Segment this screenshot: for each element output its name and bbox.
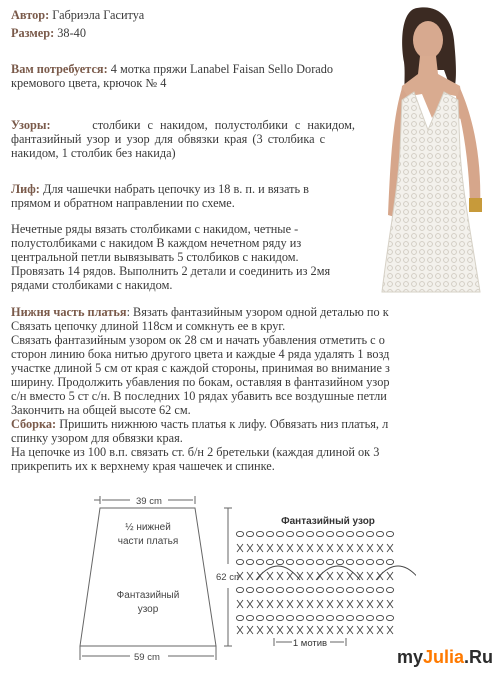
size-value: 38-40 <box>57 26 86 40</box>
chain-stitch-symbol <box>256 559 263 564</box>
chain-stitch-symbol <box>306 559 313 564</box>
bracelet-shape <box>469 198 482 212</box>
assembly-label: Сборка: <box>11 417 57 431</box>
chain-stitch-symbol <box>236 587 243 592</box>
stitch-cross-symbol <box>267 572 273 580</box>
author-name: Габриэла Гаситуа <box>52 8 145 22</box>
materials-line1: 4 мотка пряжи Lanabel Faisan Sello Dorado <box>110 62 334 76</box>
bodice-label: Лиф: <box>11 182 40 196</box>
stitch-cross-symbol <box>337 572 343 580</box>
stitch-cross-symbol <box>267 600 273 608</box>
logo-part-ru: .Ru <box>464 647 493 667</box>
chain-stitch-symbol <box>316 559 323 564</box>
chain-stitch-symbol <box>366 615 373 620</box>
chain-stitch-symbol <box>286 587 293 592</box>
stitch-cross-symbol <box>297 600 303 608</box>
stitch-cross-symbol <box>247 544 253 552</box>
bottom-width-label: 59 cm <box>134 652 160 663</box>
stitch-cross-symbol <box>377 626 383 634</box>
chain-stitch-symbol <box>346 531 353 536</box>
stitch-cross-symbol <box>257 544 263 552</box>
bodice-paragraph <box>11 182 361 210</box>
chain-stitch-symbol <box>276 531 283 536</box>
bodice-line1: Для чашечки набрать цепочку из 18 в. п. и вязать в <box>42 182 309 196</box>
author-label: Автор: <box>11 8 50 22</box>
chain-stitch-symbol <box>336 615 343 620</box>
chain-stitch-symbol <box>286 531 293 536</box>
chain-stitch-symbol <box>386 587 393 592</box>
chain-stitch-symbol <box>316 531 323 536</box>
bodice-p2-line4: Провязать 14 рядов. Выполнить 2 детали и соединить из 2мя <box>11 264 331 278</box>
chain-stitch-symbol <box>306 531 313 536</box>
chain-stitch-symbol <box>266 615 273 620</box>
chain-stitch-symbol <box>296 559 303 564</box>
stitch-cross-symbol <box>267 544 273 552</box>
chain-stitch-symbol <box>246 531 253 536</box>
stitch-cross-symbol <box>327 572 333 580</box>
bodice-p2-line1: Нечетные ряды вязать столбиками с накидом, четные - <box>11 222 299 236</box>
materials-label: Вам потребуется: <box>11 62 108 76</box>
bodice-line2: прямом и обратном направлении по схеме. <box>11 196 235 210</box>
chart-title: Фантазийный узор <box>281 516 375 527</box>
site-logo[interactable] <box>397 647 493 668</box>
chain-stitch-symbol <box>246 587 253 592</box>
skirt-line2: Связать цепочку длиной 118см и сомкнуть ее в круг. <box>11 319 286 333</box>
logo-part-my: my <box>396 647 423 667</box>
chain-stitch-symbol <box>376 559 383 564</box>
chain-stitch-symbol <box>386 615 393 620</box>
chain-stitch-symbol <box>266 559 273 564</box>
chain-stitch-symbol <box>256 587 263 592</box>
chain-stitch-symbol <box>276 587 283 592</box>
stitch-cross-symbol <box>377 544 383 552</box>
skirt-line8: Закончить на общей высоте 62 см. <box>11 403 191 417</box>
skirt-line1: : Вязать фантазийным узором одной деталью по к <box>126 305 389 319</box>
chain-stitch-symbol <box>316 615 323 620</box>
chain-stitch-symbol <box>336 559 343 564</box>
stitch-cross-symbol <box>347 626 353 634</box>
chain-stitch-symbol <box>316 587 323 592</box>
chain-stitch-symbol <box>366 587 373 592</box>
chain-stitch-symbol <box>306 587 313 592</box>
chain-stitch-symbol <box>386 559 393 564</box>
bodice-p2-line3: центральной петли вывязывать 5 столбиков с накидом. <box>11 250 299 264</box>
height-label: 62 cm <box>216 572 240 583</box>
stitch-cross-symbol <box>287 544 293 552</box>
patterns-line2: фантазийный узор и узор для обвязки края (3 столбика с <box>11 132 326 146</box>
stitch-cross-symbol <box>357 572 363 580</box>
stitch-cross-symbol <box>387 572 393 580</box>
stitch-cross-symbol <box>367 544 373 552</box>
chain-stitch-symbol <box>356 559 363 564</box>
stitch-cross-symbol <box>237 544 243 552</box>
skirt-line3: Связать фантазийным узором ок 28 см и начать убавления отметить с о <box>11 333 385 347</box>
stitch-cross-symbol <box>337 626 343 634</box>
chain-stitch-symbol <box>286 615 293 620</box>
chain-stitch-symbol <box>336 531 343 536</box>
stitch-cross-symbol <box>257 626 263 634</box>
chart-symbols <box>236 531 416 634</box>
bodice-p2-line5: рядами столбиками с накидом. <box>11 278 173 292</box>
motif-label: 1 мотив <box>292 638 328 649</box>
mid-text-1: Фантазийный <box>116 590 180 601</box>
chain-stitch-symbol <box>296 531 303 536</box>
chain-stitch-symbol <box>236 559 243 564</box>
stitch-cross-symbol <box>347 572 353 580</box>
model-photo <box>362 0 499 300</box>
chain-stitch-symbol <box>326 559 333 564</box>
motif-arc-symbol <box>376 566 416 580</box>
chain-stitch-symbol <box>256 531 263 536</box>
materials-paragraph <box>11 62 366 90</box>
chain-stitch-symbol <box>346 559 353 564</box>
stitch-cross-symbol <box>297 544 303 552</box>
chain-stitch-symbol <box>386 531 393 536</box>
skirt-line7: с/н вместо 5 ст с/н. В последних 10 рядах убавить все воздушные петли <box>11 389 387 403</box>
stitch-cross-symbol <box>377 600 383 608</box>
stitch-cross-symbol <box>307 626 313 634</box>
author-line <box>11 8 144 22</box>
stitch-cross-symbol <box>237 626 243 634</box>
face-shape <box>413 21 443 59</box>
chain-stitch-symbol <box>276 559 283 564</box>
chain-stitch-symbol <box>376 587 383 592</box>
stitch-cross-symbol <box>367 600 373 608</box>
stitch-cross-symbol <box>277 572 283 580</box>
chain-stitch-symbol <box>326 587 333 592</box>
stitch-cross-symbol <box>317 600 323 608</box>
top-width-label: 39 cm <box>136 496 162 507</box>
stitch-cross-symbol <box>277 626 283 634</box>
stitch-cross-symbol <box>367 572 373 580</box>
stitch-cross-symbol <box>307 600 313 608</box>
top-text-1: ½ нижней <box>125 522 171 533</box>
chain-stitch-symbol <box>246 559 253 564</box>
skirt-paragraph <box>11 305 499 473</box>
size-label: Размер: <box>11 26 55 40</box>
patterns-label: Узоры: <box>11 118 51 132</box>
patterns-paragraph <box>11 118 355 160</box>
chain-stitch-symbol <box>356 615 363 620</box>
size-line <box>11 26 86 40</box>
chain-stitch-symbol <box>326 615 333 620</box>
stitch-cross-symbol <box>247 572 253 580</box>
assembly-line2: спинку узором для обвязки края. <box>11 431 183 445</box>
chain-stitch-symbol <box>256 615 263 620</box>
stitch-cross-symbol <box>357 600 363 608</box>
top-text-2: части платья <box>117 536 179 547</box>
stitch-cross-symbol <box>327 544 333 552</box>
stitch-cross-symbol <box>287 572 293 580</box>
patterns-line3: накидом, 1 столбик без накида) <box>11 146 176 160</box>
chain-stitch-symbol <box>346 615 353 620</box>
chain-stitch-symbol <box>236 615 243 620</box>
stitch-cross-symbol <box>247 600 253 608</box>
stitch-cross-symbol <box>267 626 273 634</box>
stitch-cross-symbol <box>257 600 263 608</box>
assembly-line4: прикрепить их к верхнему края чашечек и спинке. <box>11 459 275 473</box>
chain-stitch-symbol <box>376 615 383 620</box>
chain-stitch-symbol <box>346 587 353 592</box>
stitch-cross-symbol <box>277 600 283 608</box>
chain-stitch-symbol <box>336 587 343 592</box>
stitch-cross-symbol <box>367 626 373 634</box>
stitch-cross-symbol <box>387 600 393 608</box>
skirt-line6: ширину. Продолжить убавления по бокам, оставляя в фантазийном узор <box>11 375 390 389</box>
stitch-cross-symbol <box>327 626 333 634</box>
chain-stitch-symbol <box>266 587 273 592</box>
assembly-line1: Пришить нижнюю часть платья к лифу. Обвязать низ платья, л <box>56 417 389 431</box>
stitch-cross-symbol <box>357 626 363 634</box>
chain-stitch-symbol <box>356 531 363 536</box>
logo-part-julia: Julia <box>422 647 464 667</box>
stitch-cross-symbol <box>387 544 393 552</box>
mid-text-2: узор <box>137 604 159 615</box>
chain-stitch-symbol <box>296 615 303 620</box>
stitch-cross-symbol <box>387 626 393 634</box>
chain-stitch-symbol <box>276 615 283 620</box>
stitch-cross-symbol <box>307 572 313 580</box>
stitch-cross-symbol <box>337 544 343 552</box>
stitch-cross-symbol <box>317 544 323 552</box>
materials-line2: кремового цвета, крючок № 4 <box>11 76 167 90</box>
stitch-cross-symbol <box>237 572 243 580</box>
chain-stitch-symbol <box>266 531 273 536</box>
skirt-line4: сторон линию бока нитью другого цвета и каждые 4 ряда удалять 1 возд <box>11 347 390 361</box>
chain-stitch-symbol <box>366 531 373 536</box>
chain-stitch-symbol <box>356 587 363 592</box>
stitch-cross-symbol <box>317 626 323 634</box>
stitch-cross-symbol <box>307 544 313 552</box>
stitch-cross-symbol <box>297 572 303 580</box>
stitch-cross-symbol <box>357 544 363 552</box>
chain-stitch-symbol <box>326 531 333 536</box>
chain-stitch-symbol <box>236 531 243 536</box>
bodice-p2-line2: полустолбиками с накидом В каждом нечетном ряду из <box>11 236 302 250</box>
stitch-cross-symbol <box>327 600 333 608</box>
skirt-label: Нижня часть платья <box>11 305 127 319</box>
stitch-cross-symbol <box>247 626 253 634</box>
stitch-cross-symbol <box>297 626 303 634</box>
chain-stitch-symbol <box>306 615 313 620</box>
chain-stitch-symbol <box>246 615 253 620</box>
bodice-rows-paragraph <box>11 222 361 292</box>
stitch-cross-symbol <box>347 544 353 552</box>
stitch-cross-symbol <box>287 600 293 608</box>
patterns-line1: столбики с накидом, полустолбики с накидом, <box>92 118 355 132</box>
chain-stitch-symbol <box>296 587 303 592</box>
chain-stitch-symbol <box>366 559 373 564</box>
size-schematic <box>40 494 240 670</box>
stitch-cross-symbol <box>277 544 283 552</box>
assembly-line3: На цепочке из 100 в.п. связать ст. б/н 2 бретельки (каждая длиной ок 3 <box>11 445 380 459</box>
chain-stitch-symbol <box>286 559 293 564</box>
stitch-cross-symbol <box>337 600 343 608</box>
chain-stitch-symbol <box>376 531 383 536</box>
stitch-cross-symbol <box>237 600 243 608</box>
skirt-line5: участке длиной 5 см от края с каждой стороны, принимая во внимание з <box>11 361 390 375</box>
stitch-cross-symbol <box>347 600 353 608</box>
stitch-cross-symbol <box>287 626 293 634</box>
crochet-chart <box>228 512 416 660</box>
